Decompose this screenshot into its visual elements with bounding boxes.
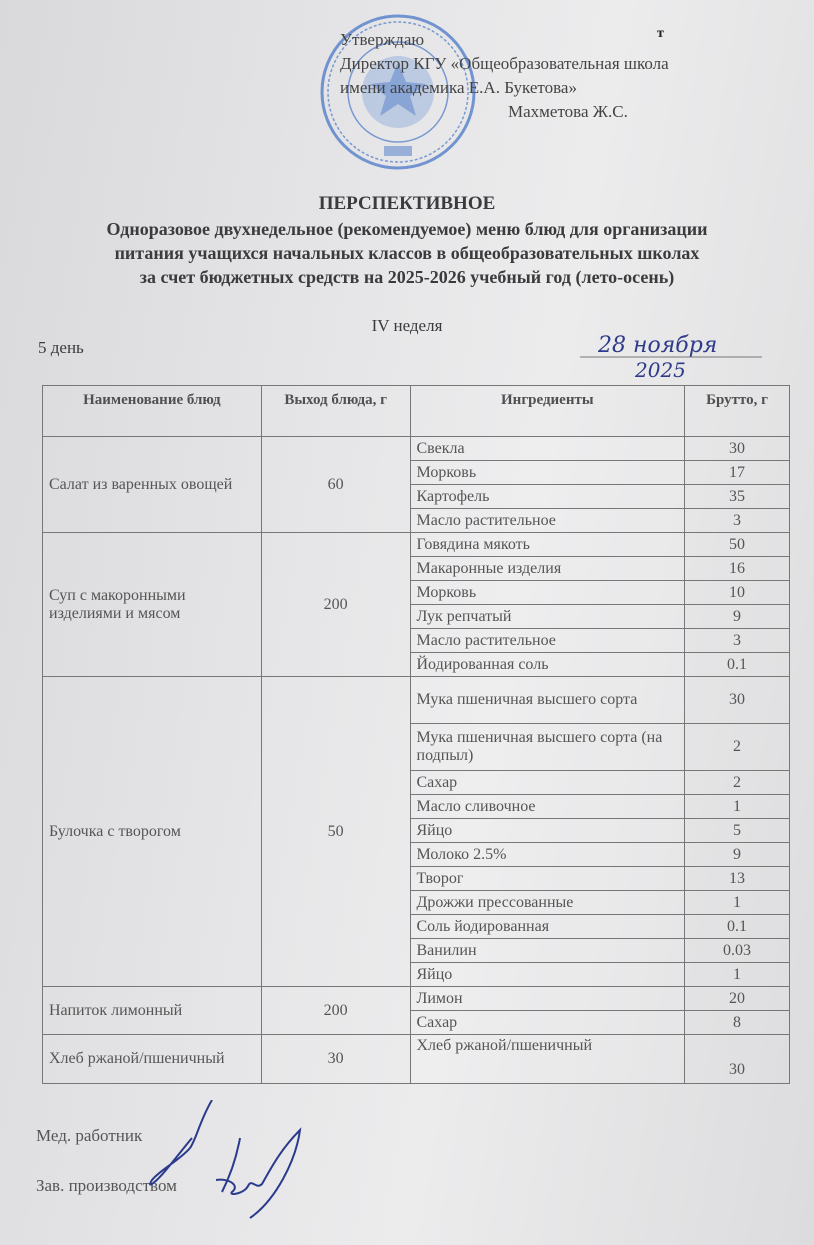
ingredient-name: Говядина мякоть bbox=[410, 533, 685, 557]
table-header-row bbox=[43, 386, 790, 437]
ingredient-name: Йодированная соль bbox=[410, 653, 685, 677]
ingredient-name: Картофель bbox=[410, 485, 685, 509]
ingredient-brutto: 8 bbox=[685, 1011, 790, 1035]
ingredient-name: Масло растительное bbox=[410, 509, 685, 533]
ingredient-brutto: 3 bbox=[685, 509, 790, 533]
ingredient-name: Морковь bbox=[410, 461, 685, 485]
ingredient-brutto: 16 bbox=[685, 557, 790, 581]
document-title: ПЕРСПЕКТИВНОЕ bbox=[318, 193, 496, 214]
ingredient-brutto: 10 bbox=[685, 581, 790, 605]
header-ingredients: Ингредиенты bbox=[410, 386, 685, 437]
ingredient-brutto: 0.1 bbox=[685, 915, 790, 939]
ingredient-brutto: 13 bbox=[685, 867, 790, 891]
document-subtitle bbox=[0, 217, 814, 289]
ingredient-brutto: 9 bbox=[685, 843, 790, 867]
dish-output: 200 bbox=[261, 533, 410, 677]
ingredient-name: Творог bbox=[410, 867, 685, 891]
ingredient-name: Лимон bbox=[410, 987, 685, 1011]
handwritten-date bbox=[580, 332, 770, 382]
subtitle-line-2: питания учащихся начальных классов в общеобразовательных школах bbox=[114, 243, 700, 263]
ingredient-name: Масло растительное bbox=[410, 629, 685, 653]
svg-text:28 ноября: 28 ноября bbox=[598, 333, 718, 358]
ingredient-name: Лук репчатый bbox=[410, 605, 685, 629]
ingredient-name: Мука пшеничная высшего сорта bbox=[410, 677, 685, 724]
ingredient-name: Дрожжи прессованные bbox=[410, 891, 685, 915]
approval-line-2: Директор КГУ «Общеобразовательная школа bbox=[340, 54, 669, 73]
ingredient-brutto: 5 bbox=[685, 819, 790, 843]
week-label: IV неделя bbox=[371, 316, 443, 335]
ingredient-brutto: 2 bbox=[685, 771, 790, 795]
ingredient-brutto: 1 bbox=[685, 891, 790, 915]
ingredient-brutto: 17 bbox=[685, 461, 790, 485]
table-row bbox=[43, 987, 790, 1011]
ingredient-name: Молоко 2.5% bbox=[410, 843, 685, 867]
dish-name: Салат из варенных овощей bbox=[43, 437, 262, 533]
dish-output: 200 bbox=[261, 987, 410, 1035]
ingredient-brutto: 20 bbox=[685, 987, 790, 1011]
dish-output: 50 bbox=[261, 677, 410, 987]
dish-name: Суп с макоронными изделиями и мясом bbox=[43, 533, 262, 677]
header-dish-name: Наименование блюд bbox=[43, 386, 262, 437]
subtitle-line-1: Одноразовое двухнедельное (рекомендуемое) меню блюд для организации bbox=[106, 219, 708, 239]
ingredient-name: Яйцо bbox=[410, 963, 685, 987]
approval-block bbox=[340, 28, 669, 124]
dish-name: Булочка с творогом bbox=[43, 677, 262, 987]
day-label: 5 день bbox=[38, 338, 84, 357]
ingredient-name: Свекла bbox=[410, 437, 685, 461]
subtitle-line-3: за счет бюджетных средств на 2025-2026 учебный год (лето-осень) bbox=[139, 267, 675, 287]
ingredient-name: Сахар bbox=[410, 771, 685, 795]
ingredient-brutto: 1 bbox=[685, 963, 790, 987]
ingredient-brutto: 0.1 bbox=[685, 653, 790, 677]
ingredient-brutto: 30 bbox=[685, 677, 790, 724]
ingredient-name: Соль йодированная bbox=[410, 915, 685, 939]
ingredient-brutto: 50 bbox=[685, 533, 790, 557]
ingredient-brutto: 2 bbox=[685, 724, 790, 771]
ingredient-name: Ванилин bbox=[410, 939, 685, 963]
production-head-signature-label: Зав. производством bbox=[36, 1176, 177, 1195]
table-row bbox=[43, 677, 790, 724]
approval-line-1: Утверждаю bbox=[340, 30, 425, 49]
ingredient-name: Масло сливочное bbox=[410, 795, 685, 819]
ingredient-name: Морковь bbox=[410, 581, 685, 605]
approval-line-3: имени академика Е.А. Букетова» bbox=[340, 78, 577, 97]
handwritten-signatures bbox=[0, 1100, 400, 1245]
dish-output: 30 bbox=[261, 1035, 410, 1084]
dish-name: Напиток лимонный bbox=[43, 987, 262, 1035]
ingredient-name: Яйцо bbox=[410, 819, 685, 843]
approval-signer: Махметова Ж.С. bbox=[508, 102, 628, 121]
ingredient-brutto: 1 bbox=[685, 795, 790, 819]
ingredient-brutto: 9 bbox=[685, 605, 790, 629]
table-row bbox=[43, 533, 790, 557]
ingredient-brutto: 3 bbox=[685, 629, 790, 653]
header-brutto: Брутто, г bbox=[685, 386, 790, 437]
table-row bbox=[43, 437, 790, 461]
ingredient-name: Хлеб ржаной/пшеничный bbox=[410, 1035, 685, 1084]
dish-output: 60 bbox=[261, 437, 410, 533]
ingredient-name: Мука пшеничная высшего сорта (на подпыл) bbox=[410, 724, 685, 771]
ingredient-brutto: 30 bbox=[685, 437, 790, 461]
ingredient-brutto: 30 bbox=[685, 1035, 790, 1084]
medic-signature-label: Мед. работник bbox=[36, 1126, 143, 1145]
dish-name: Хлеб ржаной/пшеничный bbox=[43, 1035, 262, 1084]
menu-table bbox=[42, 385, 790, 1084]
table-row bbox=[43, 1035, 790, 1084]
ingredient-brutto: 0.03 bbox=[685, 939, 790, 963]
ingredient-brutto: 35 bbox=[685, 485, 790, 509]
header-output: Выход блюда, г bbox=[261, 386, 410, 437]
corner-mark: т bbox=[657, 26, 664, 41]
ingredient-name: Сахар bbox=[410, 1011, 685, 1035]
table-body bbox=[43, 437, 790, 1084]
ingredient-name: Макаронные изделия bbox=[410, 557, 685, 581]
svg-text:2025: 2025 bbox=[635, 358, 686, 382]
